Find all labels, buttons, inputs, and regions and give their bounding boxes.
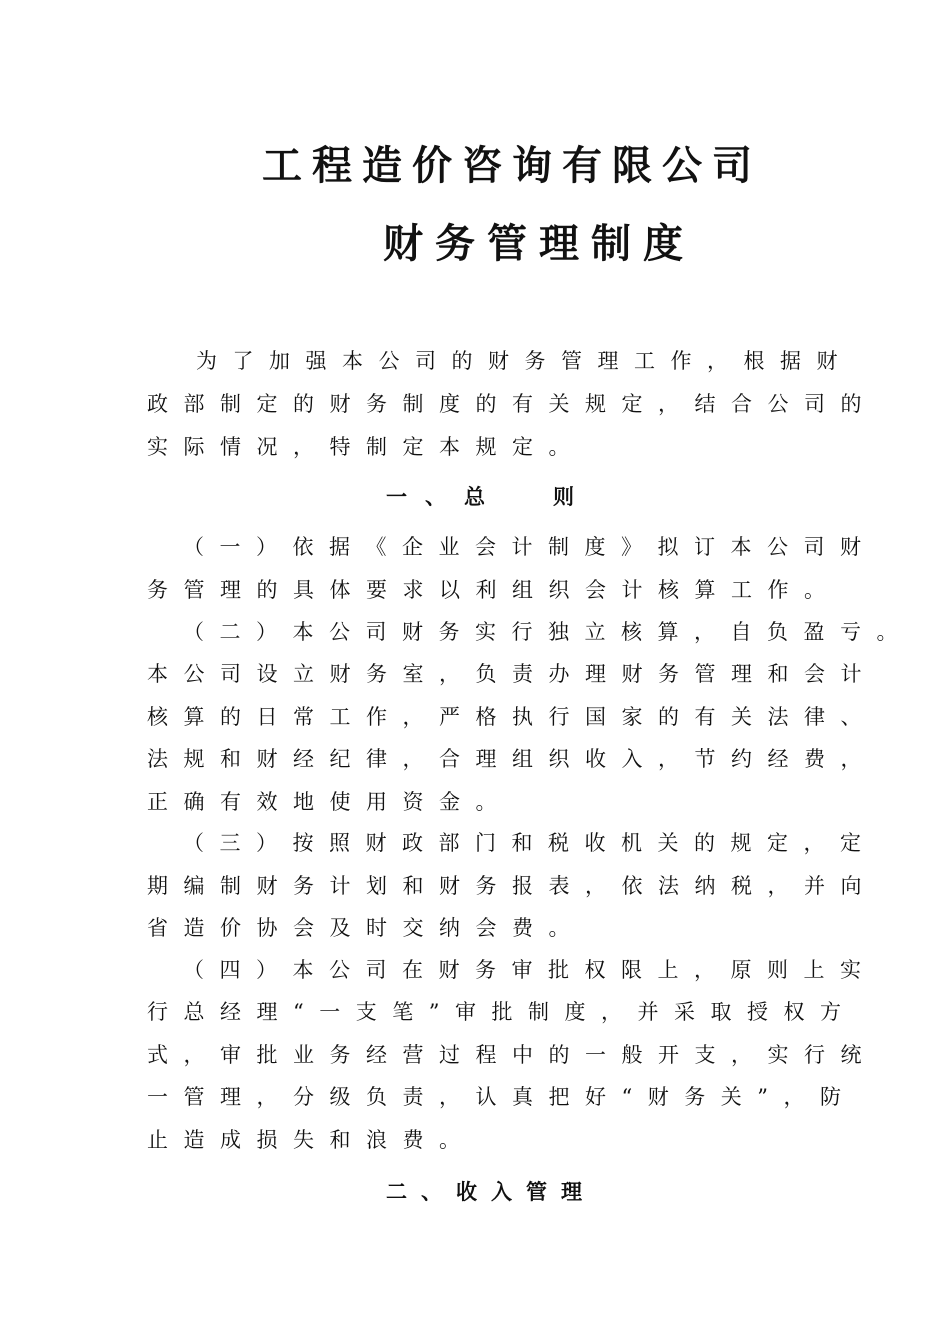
section-1-heading-end: 则 (553, 484, 574, 509)
intro-line-2: 政部制定的财务制度的有关规定，结合公司的 (147, 392, 877, 416)
p2-line-5: 正确有效地使用资金。 (147, 790, 512, 814)
p4-line-1: （四）本公司在财务审批权限上，原则上实 (183, 958, 877, 982)
p1-line-2: 务管理的具体要求以利组织会计核算工作。 (147, 578, 841, 602)
p3-line-2: 期编制财务计划和财务报表，依法纳税，并向 (147, 874, 877, 898)
p4-line-5: 止造成损失和浪费。 (147, 1128, 476, 1152)
intro-line-3: 实际情况，特制定本规定。 (147, 435, 585, 459)
p4-line-4: 一管理，分级负责，认真把好“财务关”，防 (147, 1085, 857, 1109)
p2-line-2: 本公司设立财务室，负责办理财务管理和会计 (147, 662, 877, 686)
p2-line-4: 法规和财经纪律，合理组织收入，节约经费， (147, 747, 877, 771)
document-title-subject: 财务管理制度 (383, 220, 695, 267)
intro-line-1: 为了加强本公司的财务管理工作，根据财 (196, 349, 853, 373)
p3-line-3: 省造价协会及时交纳会费。 (147, 916, 585, 940)
p3-line-1: （三）按照财政部门和税收机关的规定，定 (183, 831, 877, 855)
p2-line-1: （二）本公司财务实行独立核算，自负盈亏。 (183, 620, 913, 644)
p2-line-3: 核算的日常工作，严格执行国家的有关法律、 (147, 705, 877, 729)
document-title-company: 工程造价咨询有限公司 (262, 142, 762, 189)
p4-line-2: 行总经理“一支笔”审批制度，并采取授权方 (147, 1000, 857, 1024)
p4-line-3: 式，审批业务经营过程中的一般开支，实行统 (147, 1043, 877, 1067)
p1-line-1: （一）依据《企业会计制度》拟订本公司财 (183, 535, 877, 559)
section-1-heading-num: 一、总 (386, 484, 503, 509)
section-2-heading: 二、收入管理 (386, 1179, 596, 1204)
